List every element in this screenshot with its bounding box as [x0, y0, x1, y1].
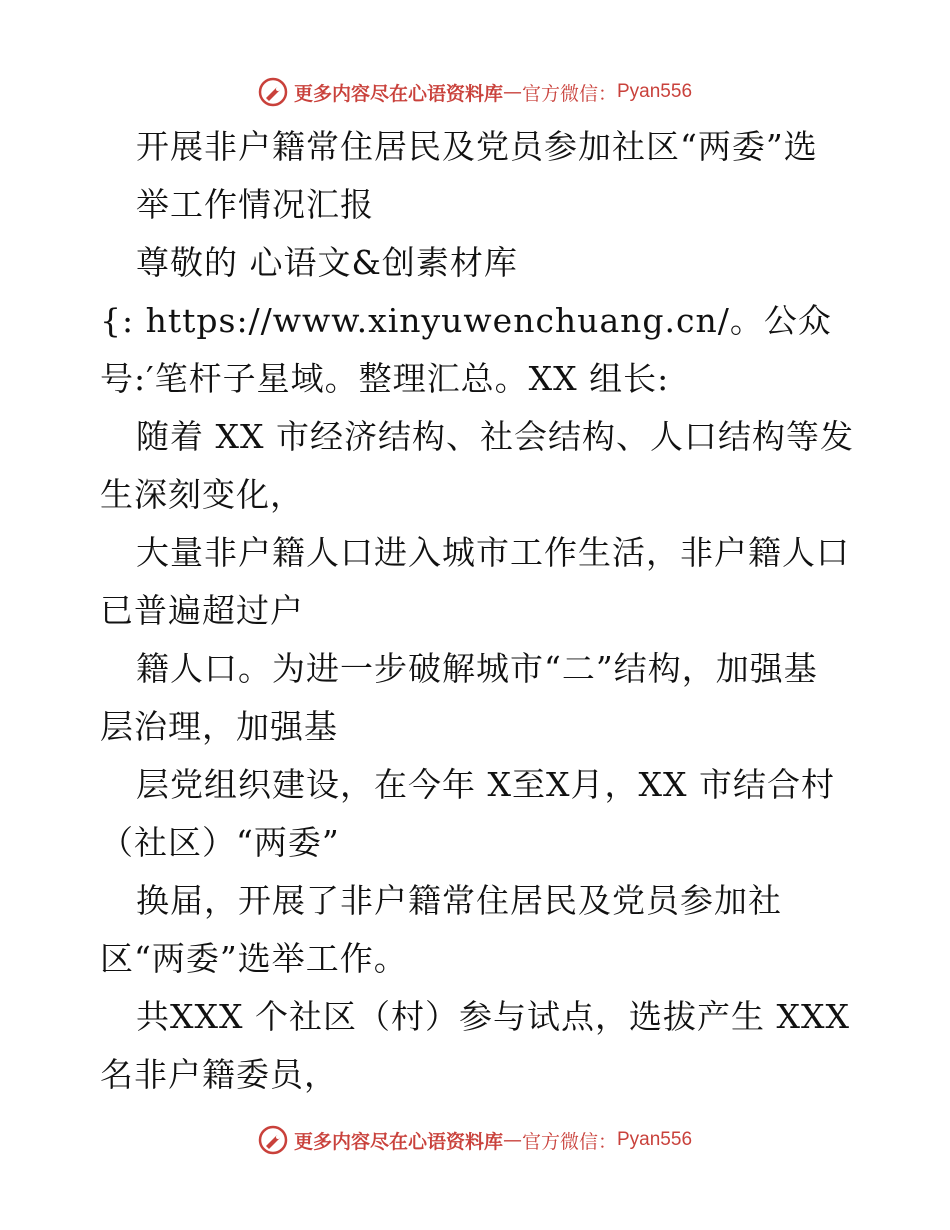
- banner-wechat-id: Pyan556: [617, 1129, 693, 1150]
- body-line: 共XXX 个社区（村）参与试点，选拔产生 XXX: [136, 997, 850, 1036]
- body-line: 号:′笔杆子星域。整理汇总。XX 组长:: [100, 359, 670, 398]
- footer-watermark-banner: [0, 1120, 950, 1160]
- banner-dash: —: [502, 1129, 522, 1151]
- banner-main-text: 更多内容尽在心语资料库: [293, 82, 503, 105]
- body-line: 区“两委”选举工作。: [100, 939, 408, 978]
- body-line: 籍人口。为进一步破解城市“二”结构，加强基: [136, 649, 818, 688]
- pen-nib-icon: [258, 1125, 288, 1155]
- document-title-line-1: 开展非户籍常住居民及党员参加社区“两委”选: [136, 127, 818, 166]
- header-watermark-banner: [0, 72, 950, 112]
- document-title-line-2: 举工作情况汇报: [136, 185, 374, 224]
- banner-sub-text: 官方微信：: [521, 1130, 617, 1153]
- body-line: （社区）“两委”: [100, 823, 340, 862]
- pen-nib-icon: [258, 77, 288, 107]
- body-line: 层治理，加强基: [100, 707, 338, 746]
- body-line: 已普遍超过户: [100, 591, 304, 630]
- document-body: [100, 118, 860, 1104]
- salutation-line: 尊敬的 心语文&创素材库: [136, 243, 518, 282]
- body-line: 换届，开展了非户籍常住居民及党员参加社: [136, 881, 782, 920]
- banner-dash: —: [502, 81, 522, 103]
- banner-wechat-id: Pyan556: [617, 81, 693, 102]
- body-line: 大量非户籍人口进入城市工作生活，非户籍人口: [136, 533, 850, 572]
- banner-sub-text: 官方微信：: [521, 82, 617, 105]
- banner-main-text: 更多内容尽在心语资料库: [293, 1130, 503, 1153]
- body-line: 名非户籍委员，: [100, 1055, 338, 1094]
- body-line: 层党组织建设，在今年 X至X月，XX 市结合村: [136, 765, 835, 804]
- body-line: 生深刻变化，: [100, 475, 304, 514]
- body-line: 随着 XX 市经济结构、社会结构、人口结构等发: [136, 417, 854, 456]
- body-line: {: https://www.xinyuwenchuang.cn/。公众: [100, 301, 832, 340]
